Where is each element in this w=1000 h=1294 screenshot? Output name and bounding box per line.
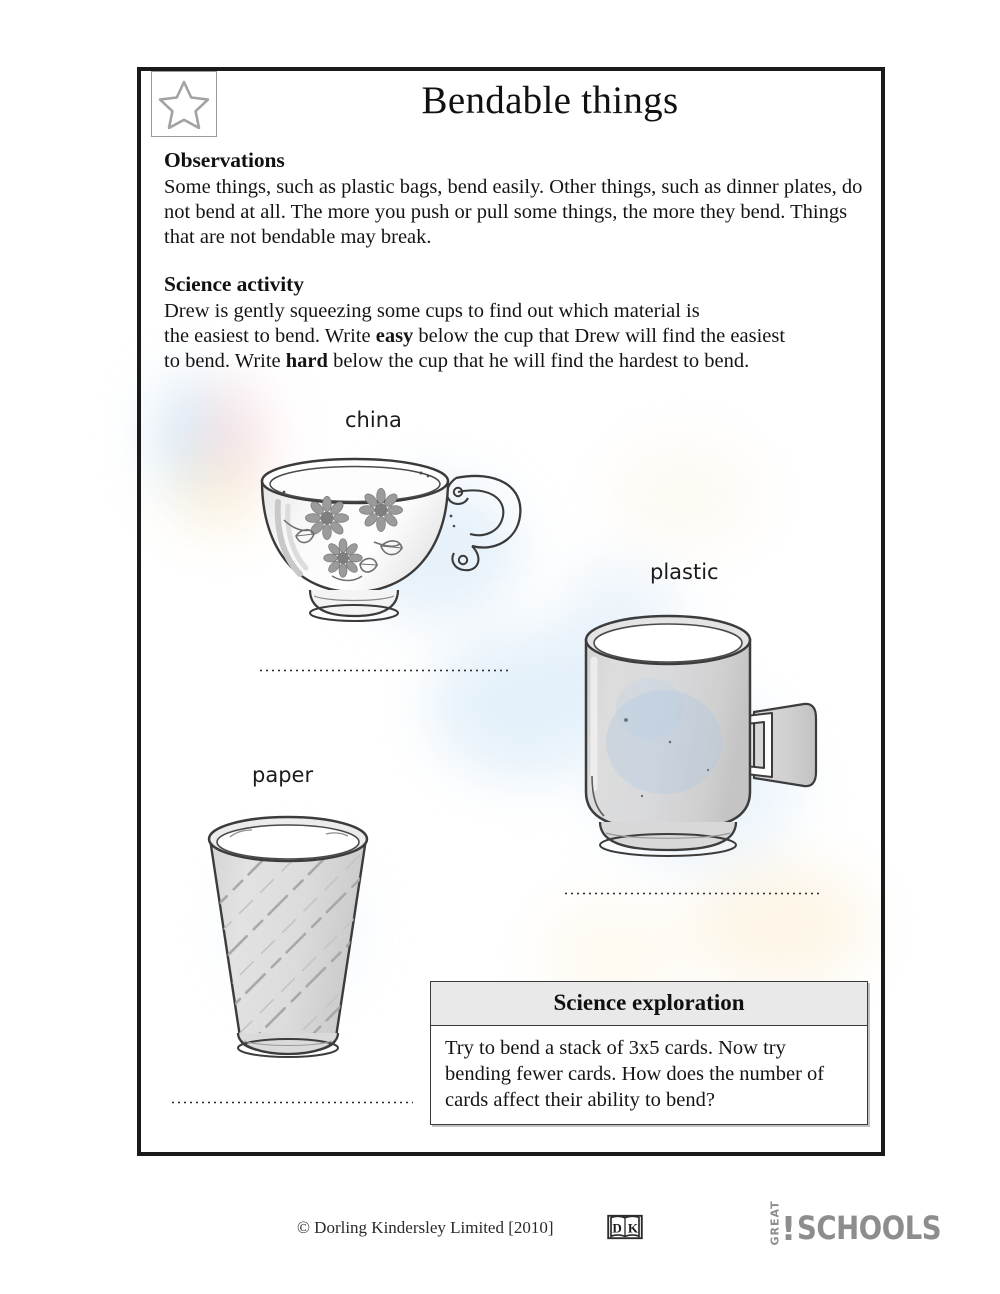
cup-label-china: china xyxy=(345,408,402,432)
answer-line-plastic[interactable] xyxy=(563,891,821,896)
answer-line-china[interactable] xyxy=(258,668,510,673)
plastic-mug-icon xyxy=(558,600,848,890)
science-exploration-heading: Science exploration xyxy=(431,982,867,1026)
observations-body: Some things, such as plastic bags, bend easily. Other things, such as dinner plates, do not bend at all. The more you push or pull some things, the more they bend. Things that are not bendable may break. xyxy=(164,176,863,248)
svg-text:D: D xyxy=(612,1220,622,1236)
science-activity-heading: Science activity xyxy=(164,272,304,296)
activity-line-3-pre: to bend. Write xyxy=(164,350,286,372)
china-teacup-icon xyxy=(248,440,548,640)
greatschools-exclamation: ! xyxy=(781,1208,797,1248)
paper-cup-icon xyxy=(178,805,418,1085)
cup-label-plastic: plastic xyxy=(650,560,719,584)
science-exploration-box xyxy=(430,981,868,1125)
science-activity-section xyxy=(164,272,870,374)
greatschools-great-text: GREAT xyxy=(768,1199,782,1245)
greatschools-schools-text: SCHOOLS xyxy=(797,1209,942,1247)
star-icon xyxy=(158,79,210,129)
page-footer xyxy=(0,1199,1000,1265)
activity-keyword-hard: hard xyxy=(285,350,328,372)
plastic-mug-illustration xyxy=(558,600,848,895)
svg-text:K: K xyxy=(627,1220,639,1236)
greatschools-logo xyxy=(758,1199,965,1248)
science-activity-body xyxy=(164,299,870,374)
cup-label-paper: paper xyxy=(252,763,314,787)
copyright-text: © Dorling Kindersley Limited [2010] xyxy=(297,1218,554,1237)
activity-line-2-post: below the cup that Drew will find the easiest xyxy=(413,325,786,347)
observations-heading: Observations xyxy=(164,148,285,172)
dk-logo-icon xyxy=(606,1213,644,1241)
china-teacup-illustration xyxy=(248,440,548,645)
answer-line-paper[interactable] xyxy=(170,1100,413,1105)
paper-cup-illustration xyxy=(178,805,418,1090)
activity-line-2-pre: the easiest to bend. Write xyxy=(164,325,376,347)
activity-line-3-post: below the cup that he will find the hardest to bend. xyxy=(327,350,750,372)
star-badge xyxy=(151,71,217,137)
observations-section xyxy=(164,148,870,250)
activity-line-1: Drew is gently squeezing some cups to find out which material is xyxy=(164,300,700,322)
science-exploration-body: Try to bend a stack of 3x5 cards. Now try bending fewer cards. How does the number of cards affect their ability to bend? xyxy=(445,1037,825,1111)
activity-keyword-easy: easy xyxy=(375,325,414,347)
page-title: Bendable things xyxy=(421,79,679,122)
